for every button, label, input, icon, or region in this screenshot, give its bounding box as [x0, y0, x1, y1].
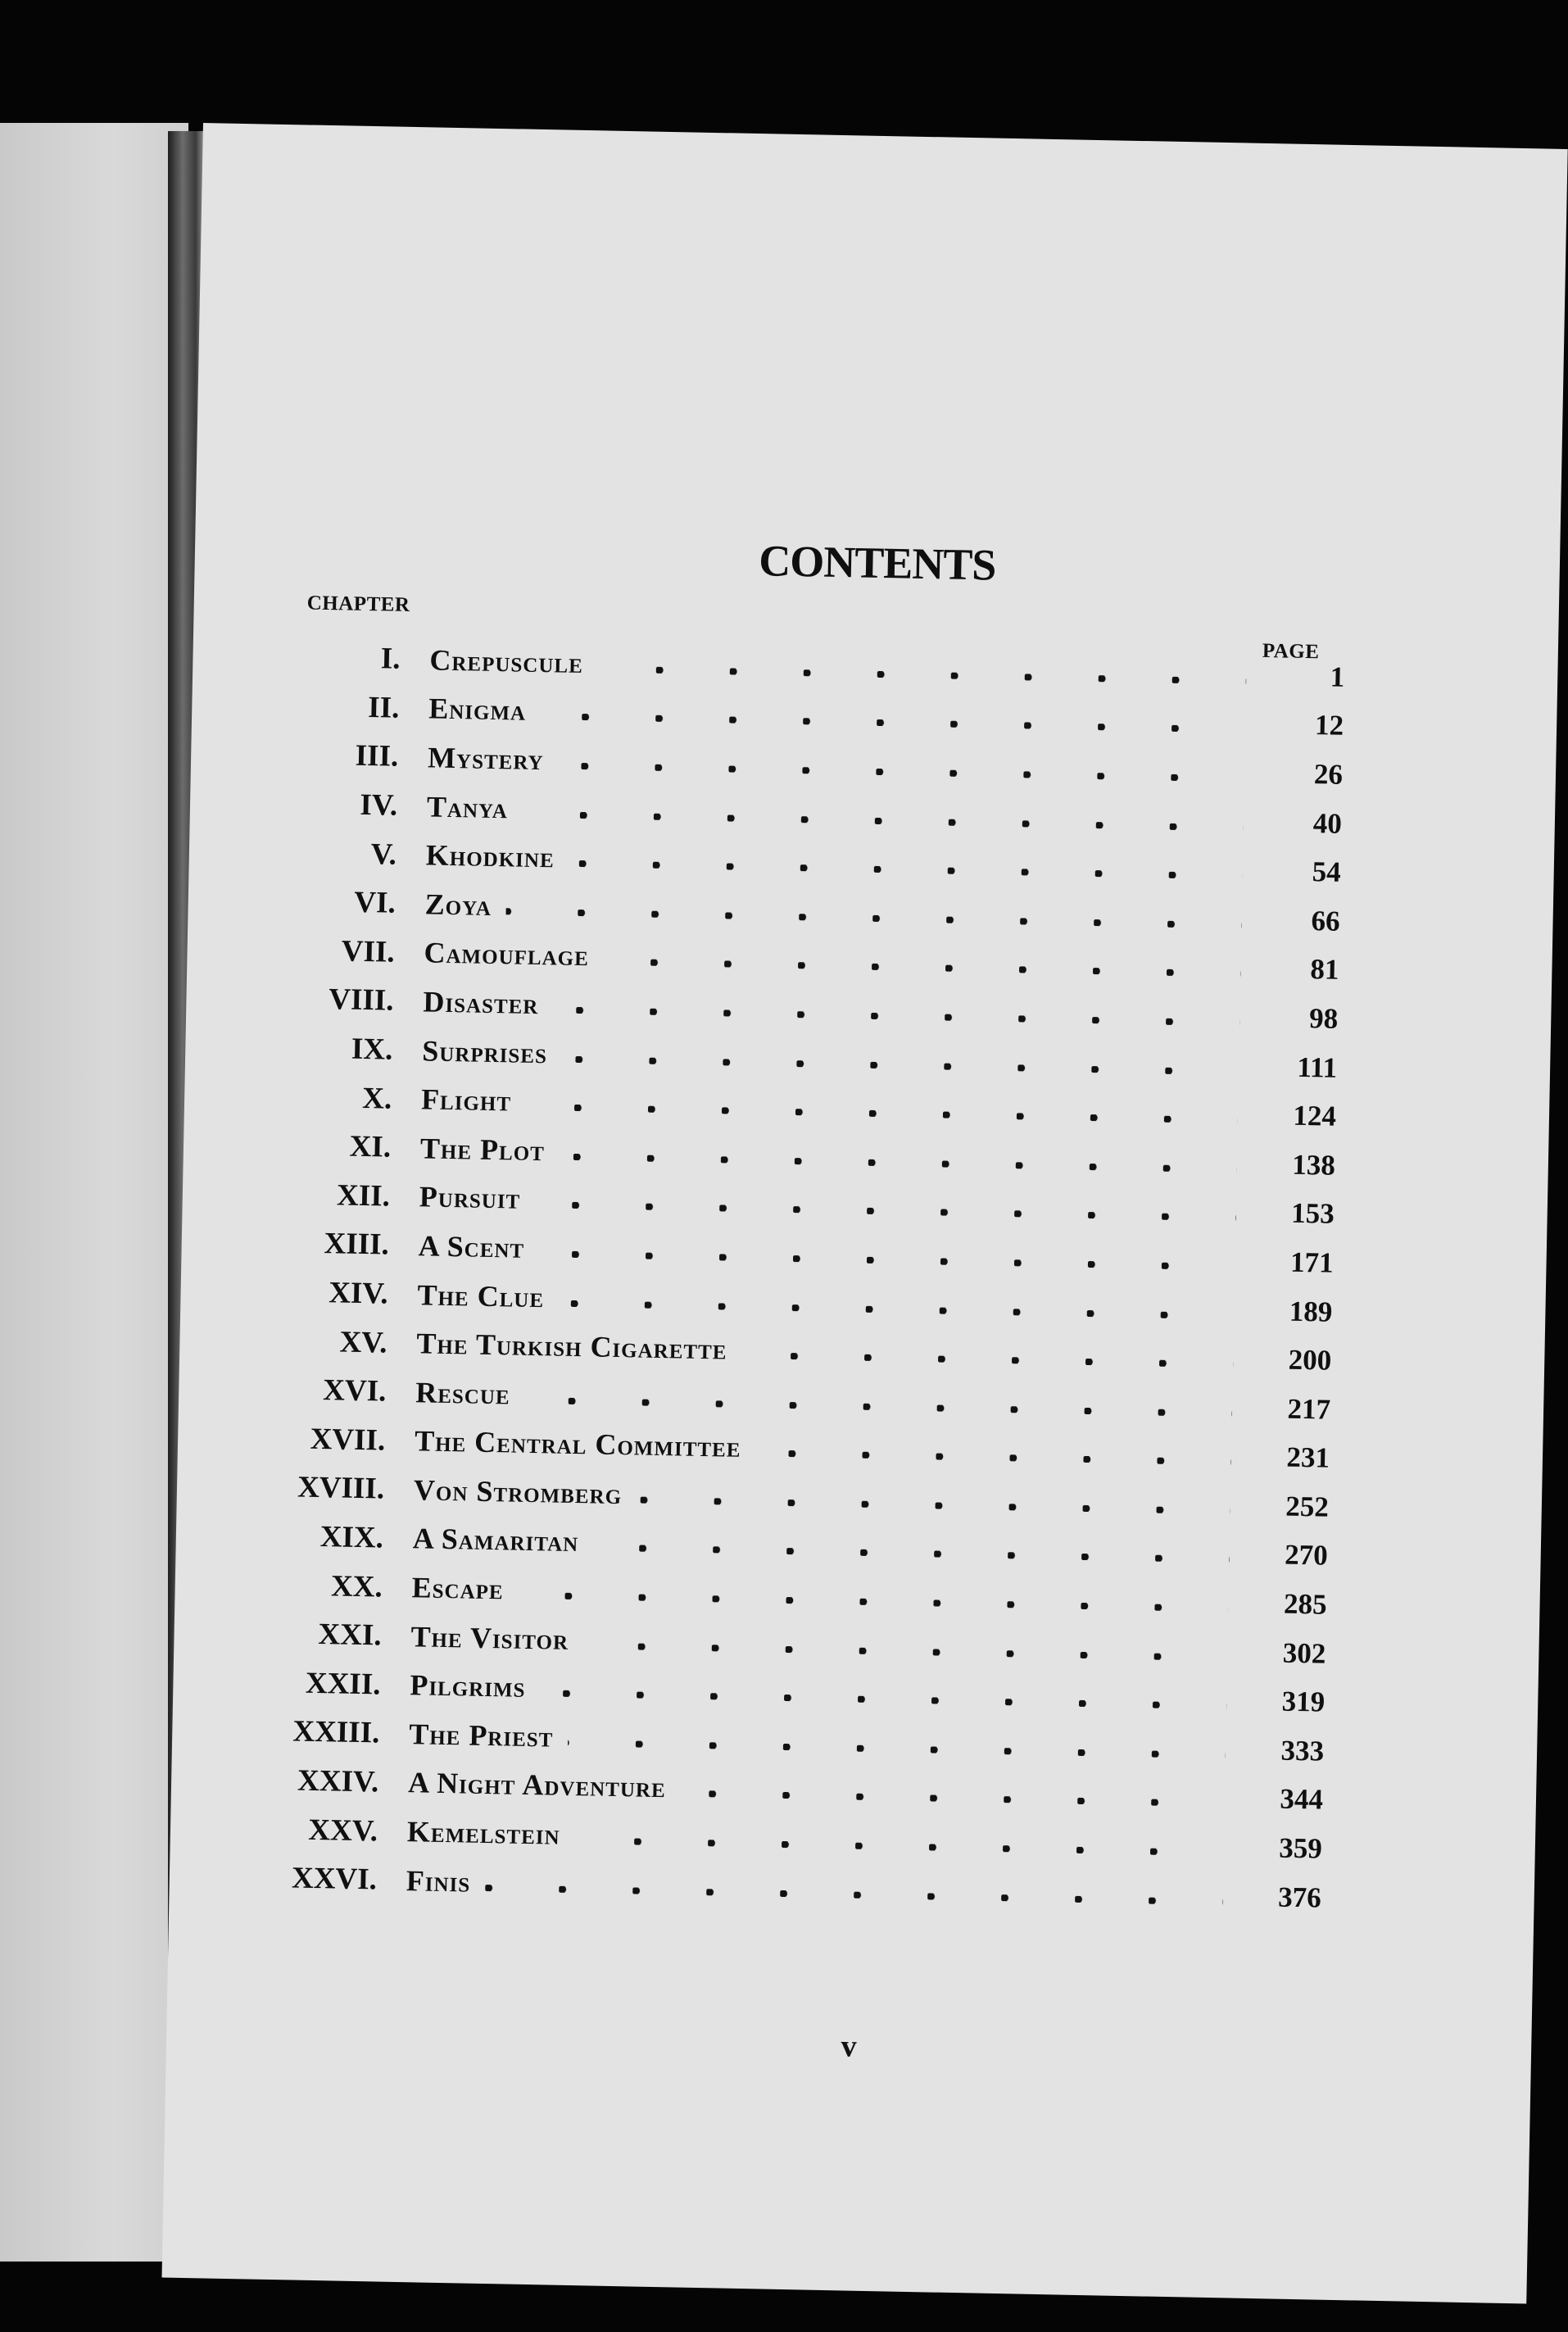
page-number: 302 — [1282, 1636, 1326, 1670]
page-number: 333 — [1280, 1734, 1325, 1767]
chapter-numeral: V. — [370, 837, 397, 872]
chapter-title: A Scent — [418, 1229, 525, 1264]
chapter-numeral: XXI. — [318, 1617, 382, 1653]
chapter-numeral: XXII. — [305, 1666, 381, 1702]
dot-leader — [558, 762, 1244, 782]
dot-leader — [755, 1450, 1231, 1466]
chapter-title: Mystery — [427, 741, 545, 777]
page-number: 319 — [1281, 1685, 1326, 1718]
chapter-title: Finis — [406, 1863, 471, 1899]
page-number: 217 — [1287, 1392, 1331, 1426]
chapter-title: Khodkine — [425, 838, 555, 874]
chapter-title: Crepuscule — [429, 643, 584, 679]
dot-leader — [559, 1300, 1234, 1319]
page-number: 252 — [1285, 1490, 1330, 1523]
chapter-numeral: III. — [355, 739, 399, 774]
dot-leader — [526, 1104, 1238, 1124]
chapter-title: The Priest — [408, 1717, 554, 1754]
dot-leader — [583, 1642, 1227, 1661]
chapter-numeral: XXVI. — [291, 1861, 378, 1897]
dot-leader — [637, 1496, 1230, 1514]
chapter-title: Tanya — [426, 789, 509, 824]
page-number: 26 — [1313, 758, 1344, 791]
chapter-title: Escape — [411, 1571, 505, 1606]
chapter-title: Pursuit — [419, 1180, 521, 1216]
page-column-header: PAGE — [1262, 639, 1320, 664]
page-number: 189 — [1289, 1295, 1333, 1328]
chapter-numeral: XIII. — [324, 1227, 390, 1263]
dot-leader — [574, 1837, 1223, 1856]
dot-leader — [560, 1153, 1237, 1173]
chapter-numeral: X. — [361, 1081, 392, 1116]
dot-leader — [524, 1397, 1232, 1418]
dot-leader — [506, 908, 1242, 928]
chapter-title: Zoya — [424, 887, 492, 922]
chapter-numeral: XIV. — [328, 1276, 388, 1311]
dot-leader — [681, 1790, 1225, 1808]
page-number: 66 — [1311, 904, 1340, 937]
chapter-numeral: IV. — [360, 787, 398, 823]
chapter-title: Kemelstein — [406, 1815, 561, 1851]
chapter-numeral: II. — [367, 690, 400, 725]
chapter-numeral: VII. — [341, 934, 396, 969]
page-number: 81 — [1310, 953, 1339, 987]
page-number: 1 — [1330, 660, 1345, 693]
page-number: 124 — [1293, 1099, 1337, 1132]
dot-leader — [518, 1592, 1228, 1613]
chapter-numeral: XXIV. — [297, 1763, 379, 1799]
chapter-title: The Visitor — [410, 1619, 569, 1656]
dot-leader — [553, 1006, 1239, 1026]
chapter-numeral: XVIII. — [297, 1470, 385, 1506]
page-number: 344 — [1280, 1783, 1324, 1817]
chapter-title: The Plot — [419, 1132, 546, 1167]
chapter-title: The Central Committee — [414, 1424, 741, 1464]
chapter-title: Rescue — [415, 1375, 511, 1411]
chapter-title: The Clue — [417, 1277, 545, 1313]
chapter-numeral: XXIII. — [292, 1714, 380, 1750]
dot-leader — [741, 1352, 1233, 1368]
chapter-numeral: XII. — [336, 1178, 391, 1214]
dot-leader — [562, 1055, 1239, 1075]
chapter-numeral: XIX. — [319, 1520, 384, 1555]
chapter-title: Camouflage — [424, 936, 590, 973]
page-number: 200 — [1288, 1343, 1332, 1377]
dot-leader — [598, 665, 1247, 684]
page-number: 40 — [1312, 806, 1343, 840]
chapter-numeral: XV. — [339, 1325, 387, 1360]
contents-page — [162, 123, 1568, 2303]
chapter-title: A Samaritan — [412, 1522, 579, 1558]
chapter-numeral: XX. — [330, 1568, 383, 1604]
page-folio: v — [841, 2029, 857, 2064]
page-number: 153 — [1290, 1197, 1335, 1231]
dot-leader — [485, 1885, 1223, 1905]
chapter-numeral: IX. — [351, 1032, 393, 1067]
chapter-numeral: XVI. — [322, 1373, 387, 1409]
toc-list — [169, 631, 1557, 1926]
page-number: 98 — [1308, 1002, 1339, 1035]
chapter-title: Surprises — [421, 1033, 548, 1069]
page-number: 376 — [1277, 1881, 1322, 1914]
chapter-title: Disaster — [423, 985, 539, 1021]
page-number: 12 — [1314, 709, 1344, 742]
chapter-numeral: VI. — [353, 885, 397, 920]
chapter-title: Flight — [420, 1082, 512, 1118]
page-number: 270 — [1284, 1539, 1329, 1572]
chapter-numeral: XVII. — [310, 1422, 386, 1458]
chapter-numeral: XXV. — [307, 1813, 378, 1849]
facing-page-edge — [0, 123, 188, 2262]
page-title: CONTENTS — [758, 536, 996, 590]
dot-leader — [523, 810, 1244, 831]
page-number: 138 — [1291, 1148, 1336, 1182]
chapter-title: Pilgrims — [410, 1668, 526, 1704]
page-number: 54 — [1312, 855, 1342, 888]
chapter-title: The Turkish Cigarette — [416, 1327, 727, 1366]
page-number: 171 — [1289, 1245, 1334, 1279]
chapter-numeral: I. — [380, 642, 401, 677]
dot-leader — [541, 713, 1245, 733]
dot-leader — [540, 1690, 1226, 1710]
dot-leader — [539, 1250, 1235, 1270]
dot-leader — [569, 860, 1243, 880]
dot-leader — [593, 1545, 1230, 1563]
chapter-numeral: XI. — [349, 1129, 392, 1164]
chapter-title: A Night Adventure — [407, 1766, 667, 1804]
chapter-column-header: CHAPTER — [306, 592, 410, 616]
chapter-title: Von Stromberg — [413, 1473, 623, 1511]
dot-leader — [535, 1201, 1236, 1221]
page-number: 285 — [1283, 1587, 1327, 1621]
dot-leader — [604, 959, 1241, 978]
chapter-title: Enigma — [428, 692, 527, 728]
dot-leader — [568, 1740, 1226, 1758]
chapter-numeral: VIII. — [328, 982, 394, 1019]
page-number: 231 — [1286, 1440, 1330, 1474]
page-number: 359 — [1278, 1831, 1323, 1865]
page-number: 111 — [1297, 1050, 1338, 1084]
